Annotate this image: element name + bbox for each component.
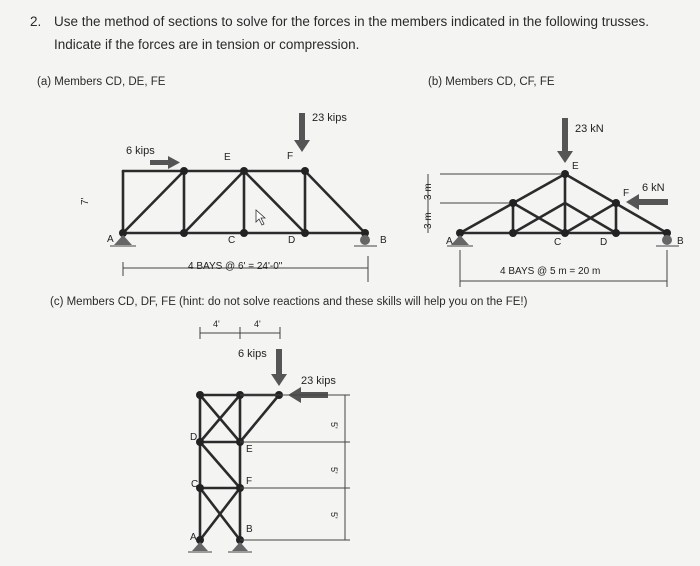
height-label-b-2: 3 m [423,212,434,229]
node-label-b-D: D [600,237,608,248]
node-label-C: C [228,235,236,246]
label-c-23-kips: 23 kips [301,375,336,387]
problem-statement-line-2: Indicate if the forces are in tension or compression. [54,37,360,52]
pin-support-a [110,235,136,246]
problem-number: 2. [30,14,42,29]
load-arrow-c-6-kips [271,349,287,386]
load-arrow-6-kn [626,194,668,210]
part-b-title: (b) Members CD, CF, FE [428,76,555,88]
part-c-title: (c) Members CD, DF, FE (hint: do not solve reactions and these skills will help you on the FE!) [50,296,528,308]
supports-c [188,542,252,552]
label-23-kn: 23 kN [575,123,604,135]
node-label-c-D: D [190,432,198,443]
label-c-6-kips: 6 kips [238,348,267,360]
node-label-c-B: B [246,524,253,535]
roller-support-b-right [656,235,679,246]
node-label-b-C: C [554,237,562,248]
truss-a [119,167,369,237]
load-arrow-23-kn [557,118,573,163]
mouse-pointer-icon [256,210,265,225]
height-label-c-2: 5' [329,467,339,474]
load-arrow-6-kips [150,156,180,169]
load-arrow-23-kips [294,113,310,152]
node-label-b-B: B [677,236,684,247]
width-label-c-2: 4' [254,319,261,329]
node-label-b-F: F [623,188,630,199]
node-label-E: E [224,152,231,163]
node-label-b-E: E [572,161,579,172]
node-label-D: D [288,235,296,246]
problem-statement-line-1: Use the method of sections to solve for the forces in the members indicated in the following trusses. [54,14,650,29]
truss-c [196,391,283,544]
height-label-c-3: 5' [329,512,339,519]
dimension-text-b: 4 BAYS @ 5 m = 20 m [500,266,601,277]
node-label-F: F [287,151,294,162]
label-6-kips: 6 kips [126,145,155,157]
node-label-c-F: F [246,476,253,487]
node-label-B: B [380,235,387,246]
width-label-c-1: 4' [213,319,220,329]
part-a-title: (a) Members CD, DE, FE [37,76,166,88]
label-6-kn: 6 kN [642,182,665,194]
node-label-c-E: E [246,444,253,455]
node-label-c-A: A [190,532,197,543]
dimension-text-a: 4 BAYS @ 6' = 24'-0" [188,261,283,272]
roller-support-b [354,235,377,246]
width-dimension-c [200,327,280,339]
node-label-c-C: C [191,479,199,490]
label-23-kips: 23 kips [312,112,347,124]
node-label-b-A: A [446,236,453,247]
height-label-a: 7' [80,197,91,205]
node-label-A: A [107,234,114,245]
height-label-b-1: 3 m [423,183,434,200]
height-label-c-1: 5' [329,422,339,429]
